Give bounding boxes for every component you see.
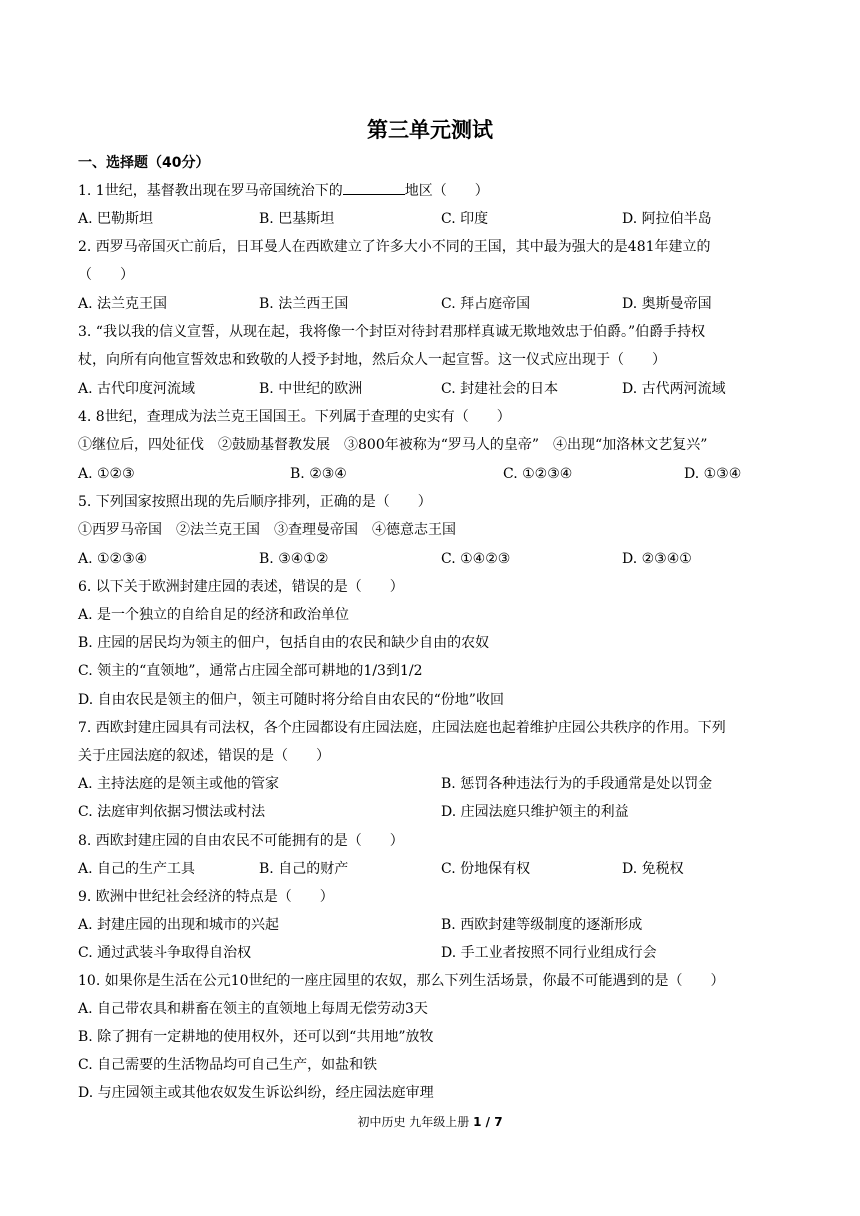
question-7-cont: 关于庄园法庭的叙述，错误的是（ ）	[78, 748, 330, 764]
section-heading: 一、选择题（40分）	[78, 155, 210, 171]
q8-option-c: C. 份地保有权	[441, 861, 531, 877]
q3-option-a: A. 古代印度河流域	[78, 381, 196, 397]
q4-option-b: B. ②③④	[290, 466, 347, 482]
q5-option-d: D. ②③④①	[622, 551, 692, 567]
q1-option-c: C. 印度	[441, 211, 489, 227]
question-7: 7. 西欧封建庄园具有司法权，各个庄园都设有庄园法庭，庄园法庭也起着维护庄园公共秩序的作用。下列	[78, 720, 726, 736]
q10-option-a: A. 自己带农具和耕畜在领主的直领地上每周无偿劳动3天	[78, 1001, 428, 1017]
page-footer	[0, 1113, 860, 1130]
question-1-text: 1. 1世纪，基督教出现在罗马帝国统治下的	[78, 183, 343, 199]
q2-option-d: D. 奥斯曼帝国	[622, 296, 712, 312]
q9-option-b: B. 西欧封建等级制度的逐渐形成	[441, 917, 643, 933]
q4-option-a: A. ①②③	[78, 466, 135, 482]
q6-option-d: D. 自由农民是领主的佃户，领主可随时将分给自由农民的“份地”收回	[78, 692, 504, 708]
question-1	[78, 180, 489, 201]
q2-option-b: B. 法兰西王国	[259, 296, 349, 312]
question-5-statements: ①西罗马帝国 ②法兰克王国 ③查理曼帝国 ④德意志王国	[78, 522, 456, 538]
q6-option-a: A. 是一个独立的自给自足的经济和政治单位	[78, 607, 350, 623]
q6-option-c: C. 领主的“直领地”，通常占庄园全部可耕地的1/3到1/2	[78, 663, 423, 679]
q4-option-c: C. ①②③④	[503, 466, 573, 482]
question-3: 3. “我以我的信义宣誓，从现在起，我将像一个封臣对待封君那样真诚无欺地效忠于伯爵。”伯爵手持权	[78, 324, 706, 340]
q8-option-d: D. 免税权	[622, 861, 684, 877]
footer-course: 初中历史 九年级上册	[357, 1115, 470, 1129]
q7-option-c: C. 法庭审判依据习惯法或村法	[78, 804, 266, 820]
q1-option-b: B. 巴基斯坦	[259, 211, 335, 227]
question-4-statements: ①继位后，四处征伐 ②鼓励基督教发展 ③800年被称为“罗马人的皇帝” ④出现“加洛林文艺复兴”	[78, 437, 708, 453]
q7-option-b: B. 惩罚各种违法行为的手段通常是处以罚金	[441, 776, 713, 792]
q9-option-c: C. 通过武装斗争取得自治权	[78, 945, 252, 961]
q8-option-a: A. 自己的生产工具	[78, 861, 196, 877]
question-10: 10. 如果你是生活在公元10世纪的一座庄园里的农奴，那么下列生活场景，你最不可能遇到的是（ ）	[78, 973, 725, 989]
question-2: 2. 西罗马帝国灭亡前后，日耳曼人在西欧建立了许多大小不同的王国，其中最为强大的是481年建立的	[78, 239, 711, 255]
question-2-cont: （ ）	[78, 267, 134, 283]
question-8: 8. 西欧封建庄园的自由农民不可能拥有的是（ ）	[78, 833, 404, 849]
q9-option-a: A. 封建庄园的出现和城市的兴起	[78, 917, 280, 933]
q10-option-c: C. 自己需要的生活物品均可自己生产，如盐和铁	[78, 1057, 378, 1073]
page-number: 1 / 7	[473, 1115, 503, 1129]
q5-option-a: A. ①②③④	[78, 551, 148, 567]
q8-option-b: B. 自己的财产	[259, 861, 349, 877]
q9-option-d: D. 手工业者按照不同行业组成行会	[441, 945, 657, 961]
question-3-cont: 杖，向所有向他宣誓效忠和致敬的人授予封地，然后众人一起宣誓。这一仪式应出现于（ ）	[78, 352, 666, 368]
q7-option-a: A. 主持法庭的是领主或他的管家	[78, 776, 280, 792]
question-9: 9. 欧洲中世纪社会经济的特点是（ ）	[78, 889, 334, 905]
question-4: 4. 8世纪，查理成为法兰克王国国王。下列属于查理的史实有（ ）	[78, 409, 511, 425]
q10-option-b: B. 除了拥有一定耕地的使用权外，还可以到“共用地”放牧	[78, 1029, 434, 1045]
q4-option-d: D. ①③④	[684, 466, 742, 482]
q3-option-d: D. 古代两河流域	[622, 381, 726, 397]
q10-option-d: D. 与庄园领主或其他农奴发生诉讼纠纷，经庄园法庭审理	[78, 1085, 434, 1101]
q7-option-d: D. 庄园法庭只维护领主的利益	[441, 804, 629, 820]
q1-option-a: A. 巴勒斯坦	[78, 211, 154, 227]
q5-option-b: B. ③④①②	[259, 551, 329, 567]
question-1-text-end: 地区（ ）	[404, 183, 489, 199]
page-title: 第三单元测试	[367, 118, 493, 142]
q2-option-a: A. 法兰克王国	[78, 296, 168, 312]
q3-option-b: B. 中世纪的欧洲	[259, 381, 363, 397]
q1-option-d: D. 阿拉伯半岛	[622, 211, 712, 227]
q3-option-c: C. 封建社会的日本	[441, 381, 559, 397]
q5-option-c: C. ①④②③	[441, 551, 511, 567]
question-6: 6. 以下关于欧洲封建庄园的表述，错误的是（ ）	[78, 579, 404, 595]
question-5: 5. 下列国家按照出现的先后顺序排列，正确的是（ ）	[78, 494, 432, 510]
answer-blank	[343, 180, 405, 195]
q2-option-c: C. 拜占庭帝国	[441, 296, 531, 312]
q6-option-b: B. 庄园的居民均为领主的佃户，包括自由的农民和缺少自由的农奴	[78, 635, 490, 651]
